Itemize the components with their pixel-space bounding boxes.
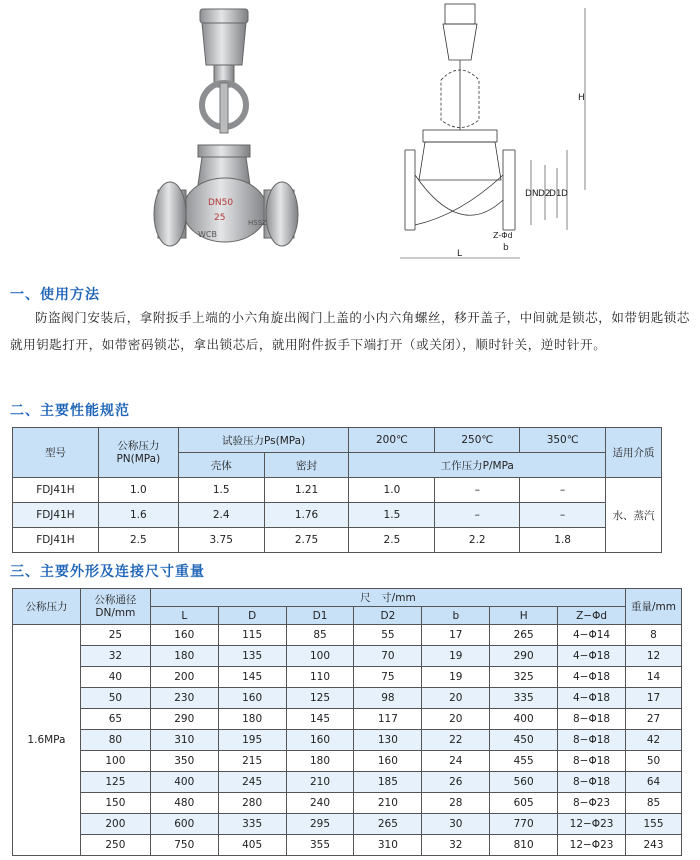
table-row: FDJ41H 2.5 3.75 2.75 2.5 2.2 1.8 bbox=[13, 528, 662, 553]
table-cell: 125 bbox=[286, 688, 354, 709]
table-cell: 310 bbox=[150, 730, 218, 751]
th-d: D bbox=[218, 607, 286, 625]
photo-mark-maker: HSSZ bbox=[248, 219, 267, 227]
table-cell: 42 bbox=[626, 730, 682, 751]
th-l: L bbox=[150, 607, 218, 625]
table-cell: 145 bbox=[218, 667, 286, 688]
table-cell: 8−Φ23 bbox=[558, 793, 626, 814]
th-work-pressure: 工作压力P/MPa bbox=[349, 453, 606, 478]
table-cell: 70 bbox=[354, 646, 422, 667]
table-row bbox=[13, 835, 682, 856]
th-z: Z−Φd bbox=[558, 607, 626, 625]
table-cell: 12−Φ23 bbox=[558, 835, 626, 856]
table-cell: 50 bbox=[80, 688, 150, 709]
table-cell: 180 bbox=[150, 646, 218, 667]
table-cell: 810 bbox=[490, 835, 558, 856]
pressure-value: 1.6MPa bbox=[13, 625, 81, 856]
usage-paragraph: 防盗阀门安装后，拿附扳手上端的小六角旋出阀门上盖的小内六角螺丝，移开盖子，中间就是锁芯，如带钥匙锁芯就用钥匙打开，如带密码锁芯，拿出锁芯后，就用附件扳手下端打开（或关闭），顺时针关，逆时针开。 bbox=[10, 310, 691, 352]
table-cell: 130 bbox=[354, 730, 422, 751]
table-cell: 55 bbox=[354, 625, 422, 646]
table-cell: 19 bbox=[422, 646, 490, 667]
table-cell: 180 bbox=[286, 751, 354, 772]
table-cell: 180 bbox=[218, 709, 286, 730]
table-cell: 32 bbox=[422, 835, 490, 856]
table-cell: 20 bbox=[422, 709, 490, 730]
drawing-label-z: Z-Φd bbox=[493, 231, 513, 240]
th-d1: D1 bbox=[286, 607, 354, 625]
table-cell: 65 bbox=[80, 709, 150, 730]
table-cell: 200 bbox=[150, 667, 218, 688]
table-cell: 560 bbox=[490, 772, 558, 793]
table-cell: 100 bbox=[286, 646, 354, 667]
table-cell: 75 bbox=[354, 667, 422, 688]
table-cell: 19 bbox=[422, 667, 490, 688]
drawing-label-dn: DN bbox=[525, 189, 539, 199]
table-row bbox=[13, 667, 682, 688]
table-row bbox=[13, 730, 682, 751]
table-cell: 22 bbox=[422, 730, 490, 751]
table-cell: 405 bbox=[218, 835, 286, 856]
th-h: H bbox=[490, 607, 558, 625]
drawing-label-d: D bbox=[561, 189, 568, 199]
table-cell: 17 bbox=[626, 688, 682, 709]
th-medium: 适用介质 bbox=[606, 428, 662, 478]
th-shell: 壳体 bbox=[178, 453, 264, 478]
table-cell: 85 bbox=[286, 625, 354, 646]
table-row bbox=[13, 814, 682, 835]
table-cell: 160 bbox=[286, 730, 354, 751]
table-cell: 8−Φ18 bbox=[558, 751, 626, 772]
table-cell: 98 bbox=[354, 688, 422, 709]
th-pn: 公称压力 PN(MPa) bbox=[98, 428, 178, 478]
medium-value: 水、蒸汽 bbox=[606, 478, 662, 553]
table-cell: 310 bbox=[354, 835, 422, 856]
table-cell: 145 bbox=[286, 709, 354, 730]
table-row bbox=[13, 793, 682, 814]
table-cell: 14 bbox=[626, 667, 682, 688]
table-cell: 210 bbox=[354, 793, 422, 814]
table-cell: 160 bbox=[150, 625, 218, 646]
table-row bbox=[13, 625, 682, 646]
th-250c: 250℃ bbox=[435, 428, 520, 453]
table-cell: 12 bbox=[626, 646, 682, 667]
table-cell: 455 bbox=[490, 751, 558, 772]
table-cell: 450 bbox=[490, 730, 558, 751]
table-cell: 295 bbox=[286, 814, 354, 835]
table-cell: 12−Φ23 bbox=[558, 814, 626, 835]
table-cell: 245 bbox=[218, 772, 286, 793]
photo-mark-pn: 25 bbox=[214, 213, 226, 223]
section1-title: 一、使用方法 bbox=[10, 287, 100, 303]
table-cell: 100 bbox=[80, 751, 150, 772]
table-cell: 335 bbox=[490, 688, 558, 709]
table-cell: 24 bbox=[422, 751, 490, 772]
table-cell: 290 bbox=[150, 709, 218, 730]
table-cell: 215 bbox=[218, 751, 286, 772]
table-cell: 335 bbox=[218, 814, 286, 835]
table-row: FDJ41H 1.6 2.4 1.76 1.5 – – bbox=[13, 503, 662, 528]
table-cell: 155 bbox=[626, 814, 682, 835]
th-350c: 350℃ bbox=[520, 428, 606, 453]
th-pressure: 公称压力 bbox=[13, 589, 81, 625]
th-seal: 密封 bbox=[264, 453, 349, 478]
table-cell: 265 bbox=[354, 814, 422, 835]
th-test-pressure: 试验压力Ps(MPa) bbox=[178, 428, 349, 453]
table-cell: 115 bbox=[218, 625, 286, 646]
table-cell: 135 bbox=[218, 646, 286, 667]
table-cell: 265 bbox=[490, 625, 558, 646]
table-cell: 85 bbox=[626, 793, 682, 814]
table-row bbox=[13, 688, 682, 709]
dimension-table bbox=[12, 588, 682, 856]
table-cell: 400 bbox=[150, 772, 218, 793]
th-weight: 重量/mm bbox=[626, 589, 682, 625]
drawing-label-d2: D2 bbox=[538, 189, 551, 199]
table-cell: 185 bbox=[354, 772, 422, 793]
table-cell: 30 bbox=[422, 814, 490, 835]
drawing-label-b: b bbox=[503, 243, 509, 253]
table-cell: 40 bbox=[80, 667, 150, 688]
table-cell: 28 bbox=[422, 793, 490, 814]
table-row bbox=[13, 772, 682, 793]
valve-photo bbox=[150, 5, 320, 265]
table-row bbox=[13, 709, 682, 730]
section2-title: 二、主要性能规范 bbox=[10, 403, 130, 419]
table-cell: 210 bbox=[286, 772, 354, 793]
table-row bbox=[13, 751, 682, 772]
table-cell: 4−Φ18 bbox=[558, 667, 626, 688]
th-size: 尺 寸/mm bbox=[150, 589, 625, 607]
table-cell: 160 bbox=[218, 688, 286, 709]
photo-mark-dn: DN50 bbox=[208, 198, 234, 208]
th-d2: D2 bbox=[354, 607, 422, 625]
table-cell: 200 bbox=[80, 814, 150, 835]
table-cell: 600 bbox=[150, 814, 218, 835]
table-cell: 17 bbox=[422, 625, 490, 646]
table-cell: 27 bbox=[626, 709, 682, 730]
table-cell: 8 bbox=[626, 625, 682, 646]
table-row: FDJ41H 1.0 1.5 1.21 1.0 – – 水、蒸汽 bbox=[13, 478, 662, 503]
drawing-label-d1: D1 bbox=[549, 189, 562, 199]
drawing-label-h: H bbox=[578, 93, 585, 103]
table-cell: 350 bbox=[150, 751, 218, 772]
table-cell: 325 bbox=[490, 667, 558, 688]
th-model: 型号 bbox=[13, 428, 99, 478]
table-cell: 117 bbox=[354, 709, 422, 730]
th-200c: 200℃ bbox=[349, 428, 435, 453]
table-cell: 32 bbox=[80, 646, 150, 667]
table-cell: 8−Φ18 bbox=[558, 709, 626, 730]
table-cell: 110 bbox=[286, 667, 354, 688]
table-cell: 400 bbox=[490, 709, 558, 730]
table-cell: 240 bbox=[286, 793, 354, 814]
table-cell: 355 bbox=[286, 835, 354, 856]
photo-mark-material: WCB bbox=[198, 230, 217, 239]
table-cell: 750 bbox=[150, 835, 218, 856]
table-cell: 150 bbox=[80, 793, 150, 814]
table-cell: 125 bbox=[80, 772, 150, 793]
table-cell: 480 bbox=[150, 793, 218, 814]
table-cell: 8−Φ18 bbox=[558, 772, 626, 793]
table-cell: 64 bbox=[626, 772, 682, 793]
table-cell: 195 bbox=[218, 730, 286, 751]
table-cell: 4−Φ18 bbox=[558, 646, 626, 667]
table-cell: 160 bbox=[354, 751, 422, 772]
th-b: b bbox=[422, 607, 490, 625]
table-cell: 280 bbox=[218, 793, 286, 814]
table-cell: 4−Φ14 bbox=[558, 625, 626, 646]
table-cell: 25 bbox=[80, 625, 150, 646]
drawing-label-l: L bbox=[457, 249, 463, 259]
th-dn: 公称通径 DN/mm bbox=[80, 589, 150, 625]
valve-drawing bbox=[385, 0, 595, 270]
table-cell: 230 bbox=[150, 688, 218, 709]
section3-title: 三、主要外形及连接尺寸重量 bbox=[10, 564, 205, 580]
table-cell: 605 bbox=[490, 793, 558, 814]
table-cell: 250 bbox=[80, 835, 150, 856]
table-cell: 50 bbox=[626, 751, 682, 772]
performance-table bbox=[12, 427, 662, 553]
table-cell: 26 bbox=[422, 772, 490, 793]
table-row bbox=[13, 646, 682, 667]
table-cell: 4−Φ18 bbox=[558, 688, 626, 709]
table-cell: 20 bbox=[422, 688, 490, 709]
table-cell: 770 bbox=[490, 814, 558, 835]
table-cell: 80 bbox=[80, 730, 150, 751]
table-cell: 8−Φ18 bbox=[558, 730, 626, 751]
table-cell: 290 bbox=[490, 646, 558, 667]
table-cell: 243 bbox=[626, 835, 682, 856]
